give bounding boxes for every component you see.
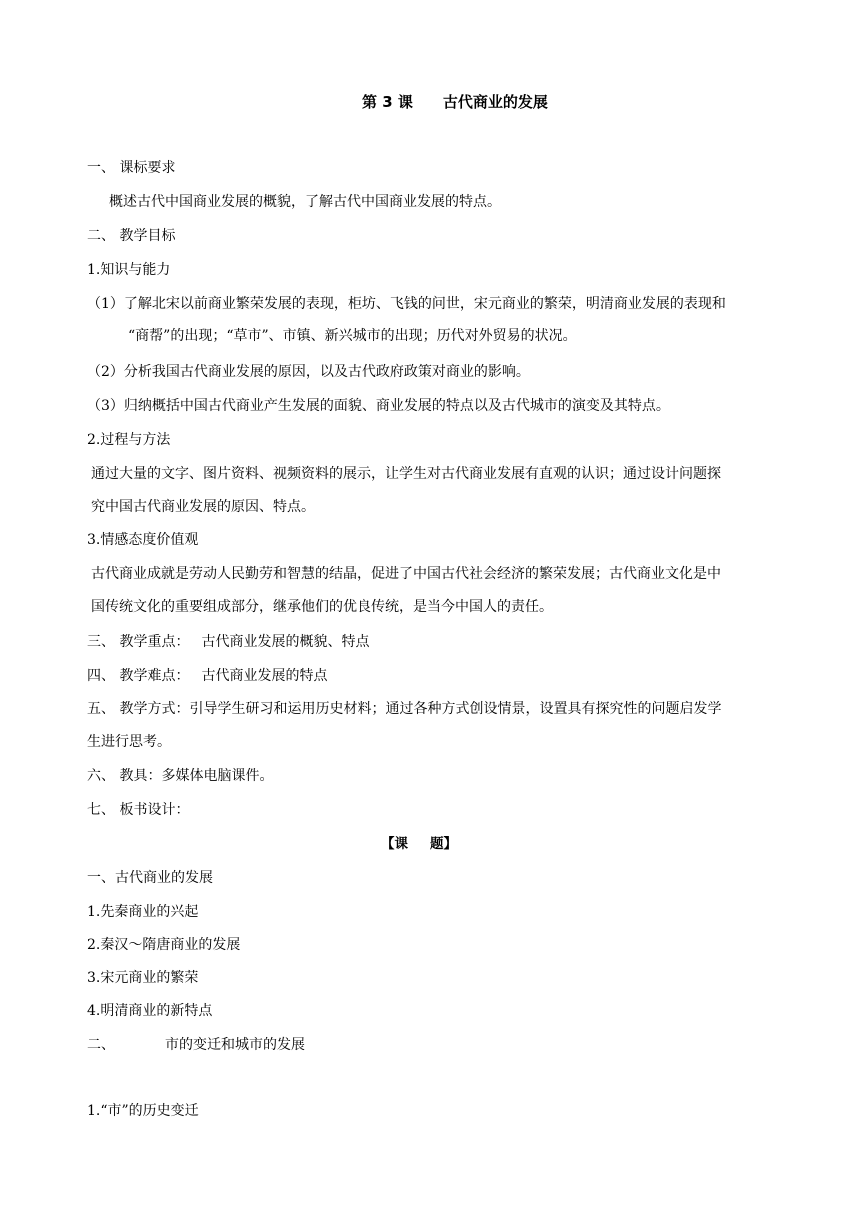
section-3: [87, 632, 369, 652]
process-text-line-2: 究中国古代商业发展的原因、特点。: [91, 499, 315, 515]
board-part-2: [87, 1035, 305, 1055]
board-subject: [381, 834, 457, 854]
section-6: 六、 教具：多媒体电脑课件。: [87, 768, 274, 784]
knowledge-item-1-line-2: “商帮”的出现；“草市”、市镇、新兴城市的出现；历代对外贸易的状况。: [128, 328, 577, 344]
board-subject-right: 题】: [430, 836, 457, 852]
section-2-heading: 二、 教学目标: [87, 228, 176, 244]
section-1-heading: 一、 课标要求: [87, 160, 176, 176]
board-item-2: 2.秦汉～隋唐商业的发展: [87, 937, 241, 953]
section-7: 七、 板书设计：: [87, 802, 190, 818]
section-3-text: 古代商业发展的概貌、特点: [201, 634, 370, 650]
board-item-4: 4.明清商业的新特点: [87, 1003, 213, 1019]
section-5-line-2: 生进行思考。: [87, 734, 171, 750]
section-4-text: 古代商业发展的特点: [201, 668, 328, 684]
board-part-2-text: 市的变迁和城市的发展: [165, 1037, 305, 1053]
section-4: [87, 666, 327, 686]
section-3-label: 三、 教学重点：: [87, 634, 190, 650]
knowledge-item-1-line-1: （1）了解北宋以前商业繁荣发展的表现，柜坊、飞钱的问世，宋元商业的繁荣，明清商业发展的表现和: [87, 296, 726, 312]
process-text-line-1: 通过大量的文字、图片资料、视频资料的展示，让学生对古代商业发展有直观的认识；通过设计问题探: [91, 466, 721, 482]
board-item-3: 3.宋元商业的繁荣: [87, 970, 199, 986]
lesson-title: [362, 92, 548, 112]
knowledge-item-2: （2）分析我国古代商业发展的原因，以及古代政府政策对商业的影响。: [87, 364, 530, 380]
emotion-text-line-2: 国传统文化的重要组成部分，继承他们的优良传统，是当今中国人的责任。: [91, 599, 553, 615]
emotion-text-line-1: 古代商业成就是劳动人民勤劳和智慧的结晶，促进了中国古代社会经济的繁荣发展；古代商业文化是中: [91, 566, 721, 582]
board-part-1: 一、古代商业的发展: [87, 870, 213, 886]
section-1-text: 概述古代中国商业发展的概貌，了解古代中国商业发展的特点。: [109, 194, 501, 210]
board-item-1: 1.先秦商业的兴起: [87, 904, 199, 920]
board-subject-left: 【课: [381, 836, 408, 852]
process-heading: 2.过程与方法: [87, 432, 171, 448]
board-part-2-item-1: 1.“市”的历史变迁: [87, 1103, 199, 1119]
emotion-heading: 3.情感态度价值观: [87, 532, 199, 548]
knowledge-heading: 1.知识与能力: [87, 262, 171, 278]
section-4-label: 四、 教学难点：: [87, 668, 190, 684]
lesson-name: 古代商业的发展: [442, 93, 548, 111]
lesson-number: 第 3 课: [362, 93, 413, 111]
section-5-line-1: 五、 教学方式：引导学生研习和运用历史材料；通过各种方式创设情景，设置具有探究性的问题启发学: [87, 701, 722, 717]
board-part-2-number: 二、: [87, 1037, 115, 1053]
knowledge-item-3: （3）归纳概括中国古代商业产生发展的面貌、商业发展的特点以及古代城市的演变及其特点。: [87, 398, 670, 414]
